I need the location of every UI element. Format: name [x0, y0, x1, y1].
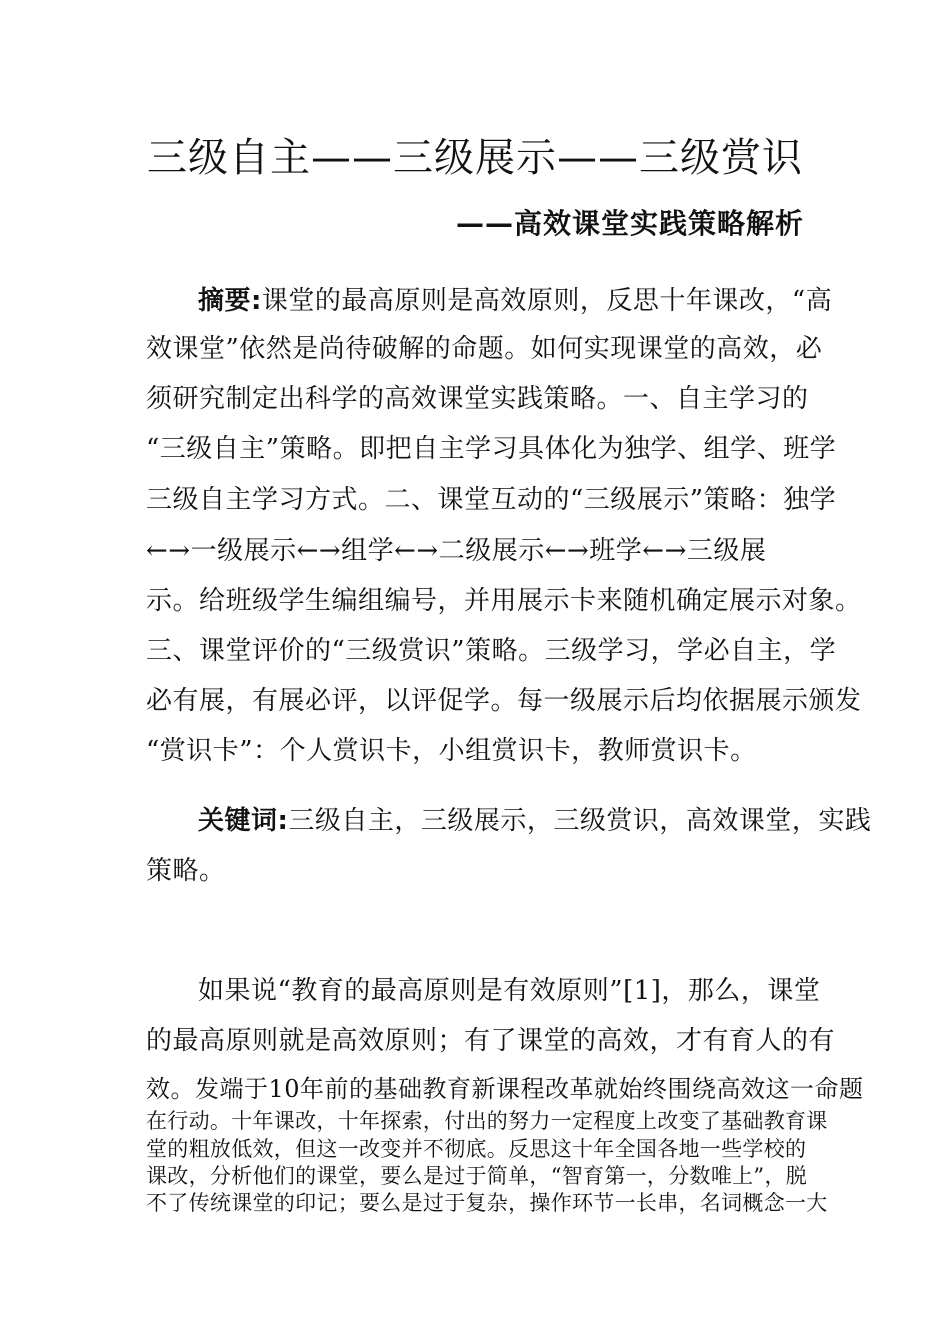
abstract-line-5: 三级自主学习方式。二、课堂互动的“三级展示”策略：独学	[146, 485, 837, 515]
abstract-label: 摘要:	[198, 286, 262, 316]
abstract-line-6: ←→一级展示←→组学←→二级展示←→班学←→三级展	[146, 536, 767, 566]
keywords-text: 三级自主，三级展示，三级赏识，高效课堂，实践	[288, 806, 872, 836]
abstract-text: 课堂的最高原则是高效原则，反思十年课改，“高	[261, 286, 833, 316]
body-line-3: 效。发端于10年前的基础教育新课程改革就始终围绕高效这一命题	[146, 1075, 864, 1103]
abstract-line-3: 须研究制定出科学的高效课堂实践策略。一、自主学习的	[146, 384, 809, 414]
document-subtitle: ——高效课堂实践策略解析	[455, 207, 804, 240]
body-line-6: 课改，分析他们的课堂，要么是过于简单，“智育第一，分数唯上”，脱	[146, 1164, 808, 1188]
keywords-label: 关键词:	[198, 806, 289, 836]
body-line-7: 不了传统课堂的印记；要么是过于复杂，操作环节一长串，名词概念一大	[146, 1191, 828, 1215]
body-line-1: 如果说“教育的最高原则是有效原则”[1]，那么，课堂	[198, 976, 821, 1006]
body-line-2: 的最高原则就是高效原则；有了课堂的高效，才有育人的有	[146, 1026, 836, 1056]
keywords-line-1	[146, 800, 872, 837]
abstract-line-8: 三、课堂评价的“三级赏识”策略。三级学习，学必自主，学	[146, 636, 837, 666]
keywords-line-2: 策略。	[146, 856, 226, 886]
abstract-line-10: “赏识卡”：个人赏识卡，小组赏识卡，教师赏识卡。	[146, 736, 757, 766]
document-title: 三级自主——三级展示——三级赏识	[147, 135, 803, 181]
body-line-4: 在行动。十年课改，十年探索，付出的努力一定程度上改变了基础教育课	[146, 1109, 828, 1133]
abstract-line-4: “三级自主”策略。即把自主学习具体化为独学、组学、班学	[146, 434, 837, 464]
abstract-line-2: 效课堂”依然是尚待破解的命题。如何实现课堂的高效，必	[146, 334, 823, 364]
abstract-line-7: 示。给班级学生编组编号，并用展示卡来随机确定展示对象。	[146, 586, 862, 616]
abstract-line-9: 必有展，有展必评，以评促学。每一级展示后均依据展示颁发	[146, 686, 862, 716]
body-line-5: 堂的粗放低效，但这一改变并不彻底。反思这十年全国各地一些学校的	[146, 1137, 807, 1161]
abstract-line-1	[146, 280, 833, 317]
